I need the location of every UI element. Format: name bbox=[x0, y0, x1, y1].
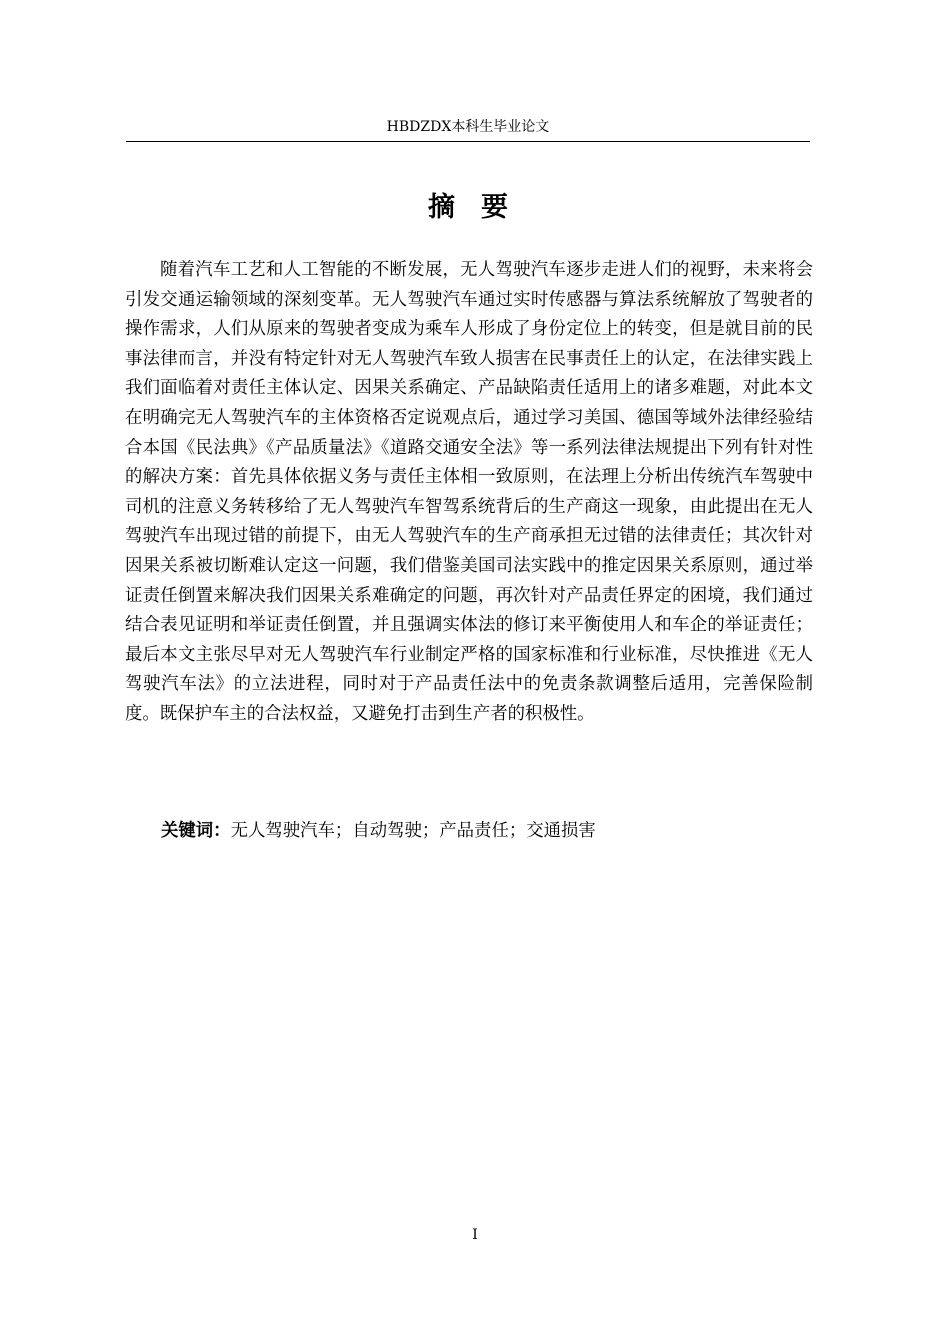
keywords-value: 无人驾驶汽车；自动驾驶；产品责任；交通损害 bbox=[230, 821, 596, 841]
keywords-label: 关键词： bbox=[161, 821, 231, 841]
running-header: HBDZDX本科生毕业论文 bbox=[386, 119, 550, 135]
keywords-line bbox=[161, 817, 813, 847]
abstract-title: 摘要 bbox=[428, 192, 534, 223]
header-rule bbox=[126, 141, 810, 142]
abstract-body: 随着汽车工艺和人工智能的不断发展，无人驾驶汽车逐步走进人们的视野，未来将会引发交通运输领域的深刻变革。无人驾驶汽车通过实时传感器与算法系统解放了驾驶者的操作需求，人们从原来的驾驶者变成为乘车人形成了身份定位上的转变，但是就目前的民事法律而言，并没有特定针对无人驾驶汽车致人损害在民事责任上的认定，在法律实践上我们面临着对责任主体认定、因果关系确定、产品缺陷责任适用上的诸多难题，对此本文在明确完无人驾驶汽车的主体资格否定说观点后，通过学习美国、德国等域外法律经验结合本国《民法典》《产品质量法》《道路交通安全法》等一系列法律法规提出下列有针对性的解决方案：首先具体依据义务与责任主体相一致原则，在法理上分析出传统汽车驾驶中司机的注意义务转移给了无人驾驶汽车智驾系统背后的生产商这一现象，由此提出在无人驾驶汽车出现过错的前提下，由无人驾驶汽车的生产商承担无过错的法律责任；其次针对因果关系被切断难认定这一问题，我们借鉴美国司法实践中的推定因果关系原则，通过举证责任倒置来解决我们因果关系难确定的问题，再次针对产品责任界定的困境，我们通过结合表见证明和举证责任倒置，并且强调实体法的修订来平衡使用人和车企的举证责任；最后本文主张尽早对无人驾驶汽车行业制定严格的国家标准和行业标准，尽快推进《无人驾驶汽车法》的立法进程，同时对于产品责任法中的免责条款调整后适用，完善保险制度。既保护车主的合法权益，又避免打击到生产者的积极性。 bbox=[125, 260, 813, 724]
page-number: I bbox=[472, 1227, 478, 1243]
